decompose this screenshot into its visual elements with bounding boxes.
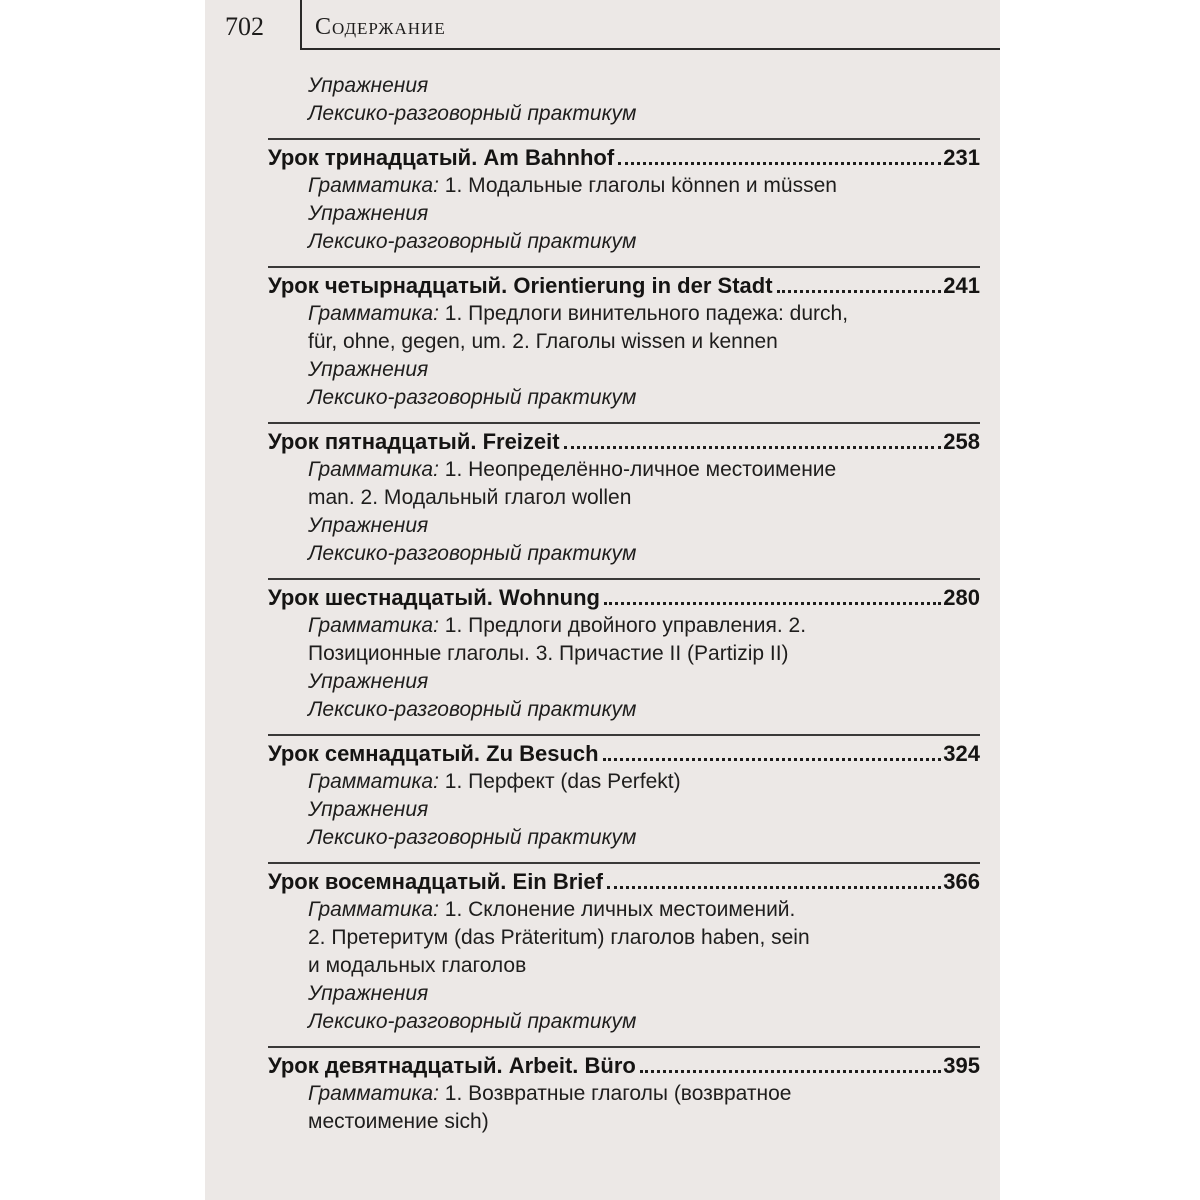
lesson-heading <box>268 862 980 896</box>
lesson-list <box>268 138 980 1136</box>
grammar-line <box>308 924 980 952</box>
dot-leader <box>640 1070 941 1073</box>
grammar-line <box>308 328 980 356</box>
grammar-line <box>308 484 980 512</box>
practicum-line: Лексико-разговорный практикум <box>308 826 637 849</box>
grammar-label: Грамматика: <box>308 174 439 197</box>
lesson-title: Урок шестнадцатый. Wohnung <box>268 585 600 610</box>
book-page <box>205 0 1000 1200</box>
grammar-label: Грамматика: <box>308 898 439 921</box>
header-horizontal-rule <box>300 48 1000 50</box>
grammar-line <box>308 172 980 200</box>
lesson-entry <box>268 578 980 724</box>
grammar-text: man. 2. Модальный глагол wollen <box>308 486 632 509</box>
exercises-line: Упражнения <box>308 514 429 537</box>
page-header <box>205 0 1000 55</box>
practicum-line: Лексико-разговорный практикум <box>308 386 637 409</box>
lesson-page-number: 395 <box>943 1053 980 1078</box>
lesson-heading <box>268 734 980 768</box>
dot-leader <box>607 886 941 889</box>
exercises-line: Упражнения <box>308 982 429 1005</box>
lesson-entry <box>268 266 980 412</box>
grammar-label: Грамматика: <box>308 458 439 481</box>
grammar-line <box>308 640 980 668</box>
dot-leader <box>604 602 941 605</box>
lesson-title: Урок семнадцатый. Zu Besuch <box>268 741 599 766</box>
grammar-text: и модальных глаголов <box>308 954 527 977</box>
practicum-line: Лексико-разговорный практикум <box>308 230 637 253</box>
practicum-line: Лексико-разговорный практикум <box>308 542 637 565</box>
section-title: Содержание <box>315 14 446 40</box>
lesson-entry <box>268 1046 980 1136</box>
grammar-line <box>308 768 980 796</box>
lesson-title: Урок пятнадцатый. Freizeit <box>268 429 560 454</box>
grammar-line <box>308 952 980 980</box>
grammar-line <box>308 1080 980 1108</box>
grammar-text: 1. Предлоги двойного управления. 2. <box>444 614 807 637</box>
table-of-contents <box>268 72 980 1136</box>
lesson-title: Урок тринадцатый. Am Bahnhof <box>268 145 615 170</box>
grammar-line <box>308 612 980 640</box>
grammar-text: 1. Модальные глаголы können и müssen <box>444 174 837 197</box>
practicum-line: Лексико-разговорный практикум <box>308 102 637 125</box>
grammar-line <box>308 456 980 484</box>
grammar-line <box>308 300 980 328</box>
lesson-entry <box>268 734 980 852</box>
grammar-text: 2. Претеритум (das Präteritum) глаголов haben, sein <box>308 926 810 949</box>
grammar-text: 1. Перфект (das Perfekt) <box>444 770 681 793</box>
lesson-page-number: 324 <box>943 741 980 766</box>
lesson-entry <box>268 422 980 568</box>
grammar-text: местоимение sich) <box>308 1110 489 1133</box>
exercises-line: Упражнения <box>308 358 429 381</box>
exercises-line: Упражнения <box>308 798 429 821</box>
dot-leader <box>564 446 942 449</box>
grammar-text: Позиционные глаголы. 3. Причастие II (Partizip II) <box>308 642 789 665</box>
grammar-label: Грамматика: <box>308 770 439 793</box>
grammar-line <box>308 1108 980 1136</box>
grammar-line <box>308 896 980 924</box>
lesson-heading <box>268 578 980 612</box>
grammar-text: 1. Неопределённо-личное местоимение <box>444 458 837 481</box>
lesson-title: Урок девятнадцатый. Arbeit. Büro <box>268 1053 636 1078</box>
lesson-page-number: 258 <box>943 429 980 454</box>
dot-leader <box>618 162 941 165</box>
exercises-line: Упражнения <box>308 74 429 97</box>
grammar-text: 1. Предлоги винительного падежа: durch, <box>444 302 849 325</box>
dot-leader <box>777 290 942 293</box>
lesson-title: Урок восемнадцатый. Ein Brief <box>268 869 603 894</box>
lesson-page-number: 280 <box>943 585 980 610</box>
lesson-page-number: 231 <box>943 145 980 170</box>
lesson-heading <box>268 266 980 300</box>
grammar-text: 1. Склонение личных местоимений. <box>444 898 796 921</box>
practicum-line: Лексико-разговорный практикум <box>308 698 637 721</box>
grammar-label: Грамматика: <box>308 1082 439 1105</box>
practicum-line: Лексико-разговорный практикум <box>308 1010 637 1033</box>
lesson-entry <box>268 862 980 1036</box>
page-number: 702 <box>225 12 264 41</box>
dot-leader <box>603 758 942 761</box>
grammar-label: Грамматика: <box>308 302 439 325</box>
exercises-line: Упражнения <box>308 670 429 693</box>
header-vertical-rule <box>300 0 302 50</box>
lesson-title: Урок четырнадцатый. Orientierung in der Stadt <box>268 273 773 298</box>
grammar-label: Грамматика: <box>308 614 439 637</box>
lesson-entry <box>268 138 980 256</box>
lesson-page-number: 366 <box>943 869 980 894</box>
lesson-page-number: 241 <box>943 273 980 298</box>
grammar-text: für, ohne, gegen, um. 2. Глаголы wissen и kennen <box>308 330 778 353</box>
lesson-heading <box>268 138 980 172</box>
grammar-text: 1. Возвратные глаголы (возвратное <box>444 1082 792 1105</box>
lesson-heading <box>268 1046 980 1080</box>
lesson-heading <box>268 422 980 456</box>
exercises-line: Упражнения <box>308 202 429 225</box>
